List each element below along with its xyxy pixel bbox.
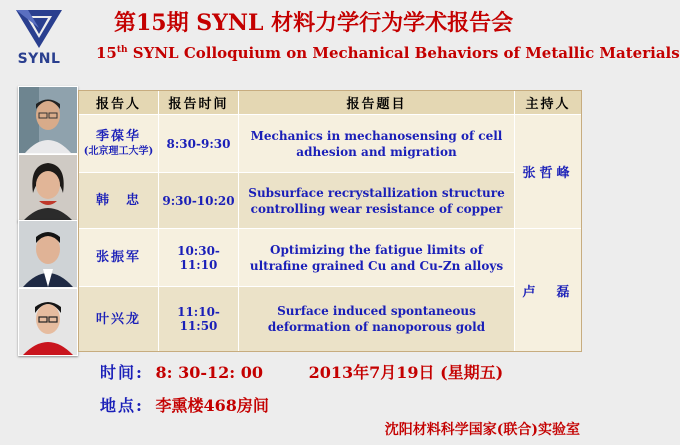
speaker-name: 韩 忠 — [95, 193, 141, 208]
time-label: 时间: — [100, 363, 144, 382]
photo-speaker-1 — [18, 86, 78, 154]
time-value: 8: 30-12: 00 — [155, 363, 264, 382]
header-host: 主持人 — [515, 91, 581, 115]
speaker-name: 叶兴龙 — [95, 311, 141, 327]
photo-speaker-2 — [18, 154, 78, 222]
title-chinese: 第15期 SYNL 材料力学行为学术报告会 — [114, 10, 514, 36]
synl-triangle-icon — [14, 8, 64, 50]
schedule-table — [78, 90, 582, 352]
host-cell-2: 卢 磊 — [515, 229, 581, 351]
speaker-name: 张振军 — [95, 250, 141, 265]
date-value: 2013年7月19日 (星期五) — [308, 363, 504, 382]
photo-speaker-4 — [18, 288, 78, 356]
header-time: 报告时间 — [159, 91, 239, 115]
event-place — [100, 393, 269, 416]
speaker-cell-2 — [79, 173, 159, 229]
header-speaker: 报告人 — [79, 91, 159, 115]
talk-time: 10:30-11:10 — [159, 229, 239, 287]
header-topic: 报告题目 — [239, 91, 515, 115]
talk-title: Optimizing the fatigue limits of ultrafine grained Cu and Cu-Zn alloys — [239, 229, 515, 287]
host-cell-1: 张哲峰 — [515, 115, 581, 229]
logo-text: SYNL — [17, 51, 61, 67]
talk-time: 8:30-9:30 — [159, 115, 239, 173]
synl-logo — [10, 8, 68, 68]
speaker-affiliation: (北京理工大学) — [83, 145, 154, 157]
place-value: 李熏楼468房间 — [155, 396, 269, 415]
title-en-ordinal: th — [116, 45, 128, 55]
talk-time: 9:30-10:20 — [159, 173, 239, 229]
talk-title: Surface induced spontaneous deformation of nanoporous gold — [239, 287, 515, 351]
talk-title: Mechanics in mechanosensing of cell adhesion and migration — [239, 115, 515, 173]
speaker-cell-4 — [79, 287, 159, 351]
host-lab: 沈阳材料科学国家(联合)实验室 — [384, 422, 580, 438]
event-time — [100, 360, 503, 383]
talk-time: 11:10-11:50 — [159, 287, 239, 351]
talk-title: Subsurface recrystallization structure controlling wear resistance of copper — [239, 173, 515, 229]
speaker-cell-1 — [79, 115, 159, 173]
title-en-number: 15 — [96, 44, 117, 62]
title-en-rest: SYNL Colloquium on Mechanical Behaviors of Metallic Materials — [127, 44, 680, 62]
speaker-name: 季葆华 — [95, 128, 141, 144]
photo-speaker-3 — [18, 220, 78, 288]
title-english — [96, 44, 680, 62]
place-label: 地点: — [100, 396, 144, 415]
speaker-cell-3 — [79, 229, 159, 287]
